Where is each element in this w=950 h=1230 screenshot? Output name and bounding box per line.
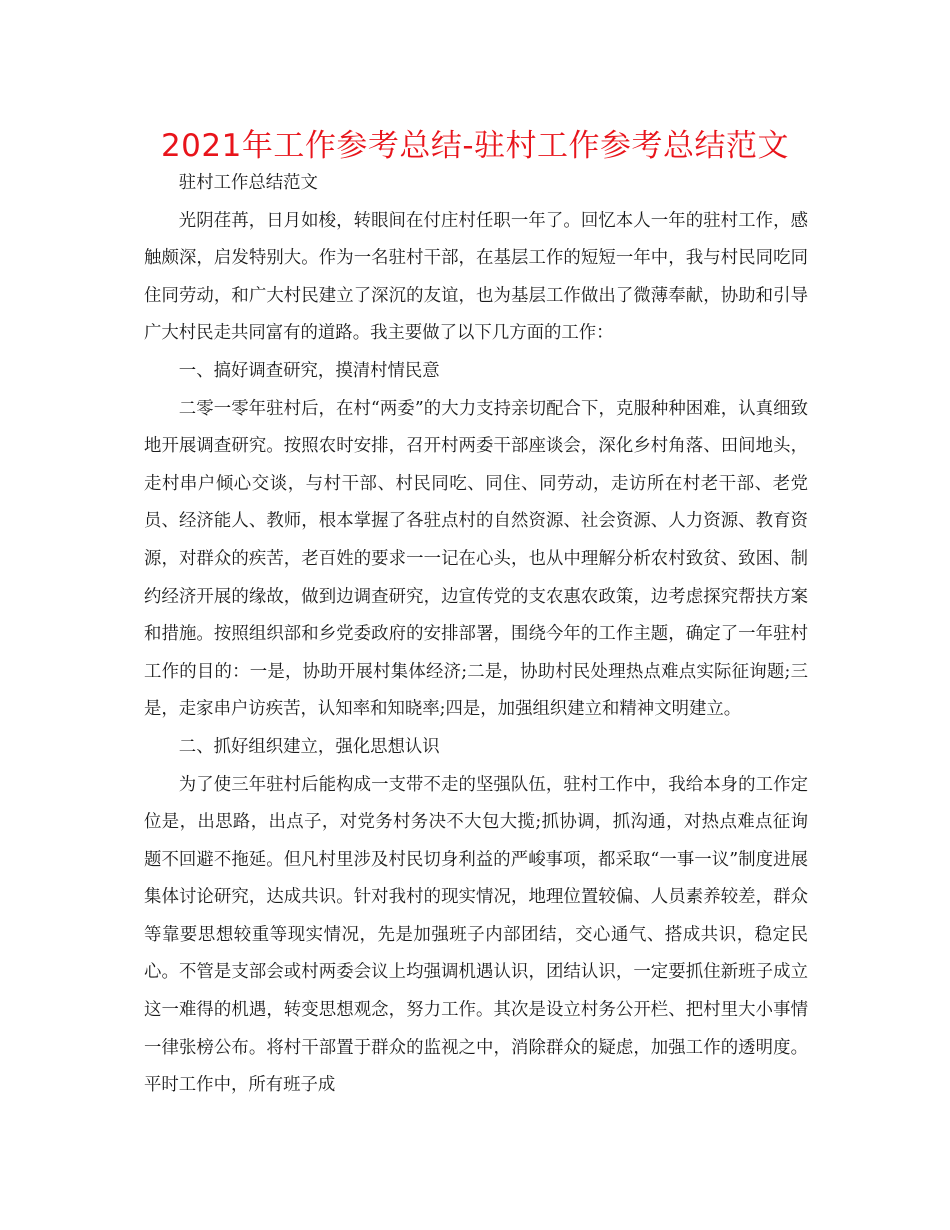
paragraph-section-2: 为了使三年驻村后能构成一支带不走的坚强队伍，驻村工作中，我给本身的工作定位是，出思路，出点子，对党务村务决不大包大揽;抓协调，抓沟通，对热点难点征询题不回避不拖延。但凡村里涉及村民切身利益的严峻事项，都采取“一事一议”制度进展集体讨论研究，达成共识。针对我村的现实情况，地理位置较偏、人员素养较差，群众等靠要思想较重等现实情况，先是加强班子内部团结，交心通气、搭成共识，稳定民心。不管是支部会或村两委会议上均强调机遇认识，团结认识，一定要抓住新班子成立这一难得的机遇，转变思想观念，努力工作。其次是设立村务公开栏、把村里大小事情一律张榜公布。将村干部置于群众的监视之中，消除群众的疑虑，加强工作的透明度。平时工作中，所有班子成 — [144, 774, 808, 1096]
paragraph-intro: 光阴荏苒，日月如梭，转眼间在付庄村任职一年了。回忆本人一年的驻村工作，感触颇深，启发特别大。作为一名驻村干部，在基层工作的短短一年中，我与村民同吃同住同劳动，和广大村民建立了深沉的友谊，也为基层工作做出了微薄奉献，协助和引导广大村民走共同富有的道路。我主要做了以下几方面的工作： — [144, 210, 808, 344]
paragraph-section-1: 二零一零年驻村后，在村“两委”的大力支持亲切配合下，克服种种困难，认真细致地开展调查研究。按照农时安排，召开村两委干部座谈会，深化乡村角落、田间地头，走村串户倾心交谈，与村干部、村民同吃、同住、同劳动，走访所在村老干部、老党员、经济能人、教师，根本掌握了各驻点村的自然资源、社会资源、人力资源、教育资源，对群众的疾苦，老百姓的要求一一记在心头，也从中理解分析农村致贫、致困、制约经济开展的缘故，做到边调查研究，边宣传党的支农惠农政策，边考虑探究帮扶方案和措施。按照组织部和乡党委政府的安排部署，围绕今年的工作主题，确定了一年驻村工作的目的：一是，协助开展村集体经济;二是，协助村民处理热点难点实际征询题;三是，走家串户访疾苦，认知率和知晓率;四是，加强组织建立和精神文明建立。 — [144, 398, 808, 720]
paragraph-subtitle: 驻村工作总结范文 — [178, 173, 318, 193]
section-heading-1: 一、搞好调查研究，摸清村情民意 — [178, 360, 440, 381]
section-heading-2: 二、抓好组织建立，强化思想认识 — [178, 736, 440, 757]
document-title: 2021年工作参考总结-驻村工作参考总结范文 — [160, 128, 790, 164]
document-body — [144, 165, 808, 1105]
